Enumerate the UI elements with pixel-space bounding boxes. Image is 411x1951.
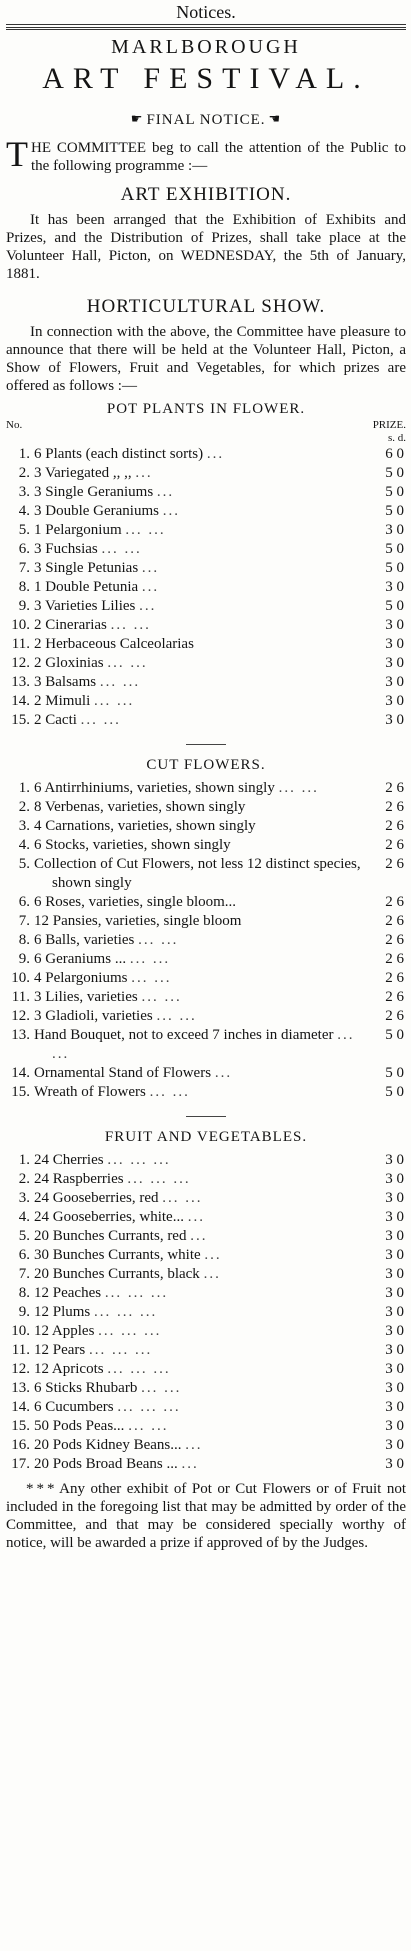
leader-dots: ... ... (138, 932, 179, 948)
item-text: 20 Pods Broad Beans ... (34, 1456, 178, 1472)
item-description (34, 1379, 372, 1398)
leader-dots: ... (203, 1266, 221, 1282)
leader-dots: ... ... (141, 989, 182, 1005)
item-text: Wreath of Flowers (34, 1084, 146, 1100)
item-number: 14. (11, 693, 30, 709)
pointing-hand-left-icon: ☛ (130, 111, 144, 126)
item-description (34, 1189, 372, 1208)
leader-dots: ... (156, 484, 175, 500)
item-prize: 3 0 (385, 1266, 404, 1282)
item-text: 20 Bunches Currants, black (34, 1266, 200, 1282)
item-description (34, 483, 372, 502)
item-prize: 5 0 (385, 1065, 404, 1081)
item-text: 12 Pears (34, 1342, 86, 1358)
item-number: 9. (18, 598, 30, 614)
item-description (34, 1341, 372, 1360)
item-text: 12 Peaches (34, 1285, 102, 1301)
item-description (34, 1360, 372, 1379)
item-text: 6 Antirrhiniums, varieties, shown singly (34, 780, 275, 796)
leader-dots: ... ... ... (89, 1342, 153, 1358)
prize-column-labels (373, 419, 406, 445)
item-description (34, 950, 372, 969)
item-number: 13. (11, 674, 30, 690)
item-prize: 3 0 (385, 1418, 404, 1434)
item-text: 6 Roses, varieties, single bloom... (34, 894, 237, 910)
item-text: 8 Verbenas, varieties, shown singly (34, 799, 246, 815)
item-prize: 6 0 (385, 446, 404, 462)
item-prize: 5 0 (385, 598, 404, 614)
item-description (34, 855, 372, 893)
item-number: 9. (18, 1304, 30, 1320)
item-description (34, 1398, 372, 1417)
item-text: 6 Stocks, varieties, shown singly (34, 837, 231, 853)
leader-dots: ... ... (52, 1027, 355, 1062)
item-number: 8. (18, 932, 30, 948)
item-number: 10. (11, 1323, 30, 1339)
item-number: 11. (11, 636, 30, 652)
item-description (34, 893, 372, 912)
item-prize: 3 0 (385, 1152, 404, 1168)
item-number: 4. (18, 1209, 30, 1225)
item-number: 3. (18, 818, 30, 834)
item-text: 3 Gladioli, varieties (34, 1008, 153, 1024)
item-prize: 3 0 (385, 1361, 404, 1377)
festival-location: MARLBOROUGH (111, 36, 301, 58)
item-text: 24 Raspberries (34, 1171, 124, 1187)
item-number: 3. (18, 484, 30, 500)
cut-flowers-list (6, 779, 406, 1102)
item-number: 15. (11, 1418, 30, 1434)
item-number: 10. (11, 617, 30, 633)
item-description (34, 1455, 372, 1474)
pointing-hand-right-icon: ☚ (268, 111, 282, 126)
item-prize: 3 0 (385, 1380, 404, 1396)
leader-dots: ... ... (107, 655, 148, 671)
item-description (34, 1208, 372, 1227)
item-number: 3. (18, 1190, 30, 1206)
pot-plants-list (6, 445, 406, 730)
item-number: 9. (18, 951, 30, 967)
item-description (34, 1417, 372, 1436)
item-prize: 2 6 (385, 932, 404, 948)
double-rule (6, 27, 406, 30)
item-text: 3 Variegated ,, ,, (34, 465, 132, 481)
leader-dots: ... (141, 579, 160, 595)
closing-paragraph (6, 1480, 406, 1552)
item-number: 15. (11, 712, 30, 728)
item-text: 24 Gooseberries, red (34, 1190, 159, 1206)
item-prize: 2 6 (385, 989, 404, 1005)
leader-dots: ... ... ... (107, 1152, 171, 1168)
item-number: 5. (18, 1228, 30, 1244)
leader-dots: ... (214, 1065, 233, 1081)
leader-dots: ... (181, 1456, 199, 1472)
item-number: 6. (18, 1247, 30, 1263)
leader-dots: ... ... (149, 1084, 190, 1100)
item-number: 13. (11, 1027, 30, 1043)
item-description (34, 798, 372, 817)
item-description (34, 578, 372, 597)
item-prize: 5 0 (385, 541, 404, 557)
item-text: 3 Fuchsias (34, 541, 98, 557)
leader-dots: ... ... ... (104, 1285, 169, 1301)
item-text: 24 Gooseberries, white... (34, 1209, 184, 1225)
item-number: 12. (11, 1008, 30, 1024)
final-notice-text: FINAL NOTICE. (146, 112, 266, 128)
item-description (34, 692, 372, 711)
item-description (34, 836, 372, 855)
item-text: 6 Sticks Rhubarb (34, 1380, 138, 1396)
leader-dots: ... ... (141, 1380, 182, 1396)
item-text: 3 Varieties Lilies (34, 598, 136, 614)
leader-dots: ... (139, 598, 157, 614)
item-text: 3 Single Petunias (34, 560, 139, 576)
item-prize: 3 0 (385, 636, 404, 652)
leader-dots: ... (206, 446, 225, 462)
item-text: 6 Cucumbers (34, 1399, 114, 1415)
item-number: 6. (18, 894, 30, 910)
item-number: 10. (11, 970, 30, 986)
item-prize: 2 6 (385, 818, 404, 834)
item-text: 1 Pelargonium (34, 522, 122, 538)
item-number: 7. (18, 1266, 30, 1282)
item-prize: 2 6 (385, 837, 404, 853)
item-prize: 5 0 (385, 465, 404, 481)
item-text: 12 Apples (34, 1323, 95, 1339)
item-description (34, 711, 372, 730)
item-description (34, 445, 372, 464)
item-text: 20 Bunches Currants, red (34, 1228, 187, 1244)
asterism-mark: * * * (26, 1481, 55, 1497)
item-prize: 3 0 (385, 579, 404, 595)
leader-dots: ... ... (278, 780, 319, 796)
leader-dots: ... ... (99, 674, 141, 690)
item-text: 6 Balls, varieties (34, 932, 135, 948)
section-divider (186, 744, 226, 745)
item-description (34, 1436, 372, 1455)
item-number: 12. (11, 1361, 30, 1377)
item-prize: 2 6 (385, 856, 404, 872)
item-text: 12 Pansies, varieties, single bloom (34, 913, 242, 929)
leader-dots: ... ... ... (98, 1323, 162, 1339)
item-prize: 3 0 (385, 674, 404, 690)
leader-dots: ... (141, 560, 160, 576)
item-text: 3 Single Geraniums (34, 484, 154, 500)
item-description (34, 1170, 372, 1189)
intro-text: HE COMMITTEE beg to call the attention of the Public to the following programme :— (31, 140, 406, 174)
item-text: Hand Bouquet, not to exceed 7 inches in diameter (34, 1027, 334, 1043)
item-description (34, 912, 372, 931)
intro-paragraph (6, 134, 406, 175)
item-text: 1 Double Petunia (34, 579, 139, 595)
item-prize: 3 0 (385, 1342, 404, 1358)
item-prize: 2 6 (385, 1008, 404, 1024)
prize-column-header (6, 419, 406, 445)
cut-flowers-heading: CUT FLOWERS. (146, 757, 266, 773)
item-description (34, 931, 372, 950)
item-text: 30 Bunches Currants, white (34, 1247, 201, 1263)
item-text: 2 Cacti (34, 712, 77, 728)
leader-dots: ... ... ... (127, 1171, 191, 1187)
leader-dots: ... (187, 1209, 205, 1225)
leader-dots: ... (190, 1228, 208, 1244)
item-number: 1. (18, 1152, 30, 1168)
item-text: 24 Cherries (34, 1152, 104, 1168)
column-number-label: No. (6, 419, 23, 431)
item-description (34, 616, 372, 635)
item-prize: 3 0 (385, 1190, 404, 1206)
item-text: 12 Apricots (34, 1361, 104, 1377)
item-prize: 3 0 (385, 1399, 404, 1415)
item-prize: 3 0 (385, 1437, 404, 1453)
item-number: 5. (18, 856, 30, 872)
leader-dots: ... ... ... (94, 1304, 158, 1320)
item-description (34, 540, 372, 559)
item-prize: 5 0 (385, 484, 404, 500)
item-number: 8. (18, 579, 30, 595)
item-number: 14. (11, 1399, 30, 1415)
item-text: 2 Gloxinias (34, 655, 104, 671)
leader-dots: ... ... (156, 1008, 197, 1024)
item-prize: 3 0 (385, 712, 404, 728)
leader-dots: ... ... (125, 522, 166, 538)
fruit-veg-list (6, 1151, 406, 1474)
item-text: 6 Plants (each distinct sorts) (34, 446, 204, 462)
item-number: 11. (11, 989, 30, 1005)
item-number: 12. (11, 655, 30, 671)
item-number: 1. (18, 780, 30, 796)
pot-plants-heading: POT PLANTS IN FLOWER. (106, 401, 306, 417)
item-description (34, 654, 372, 673)
item-number: 1. (18, 446, 30, 462)
top-rule (6, 24, 406, 25)
festival-title: ART FESTIVAL. (42, 62, 370, 95)
item-number: 14. (11, 1065, 30, 1081)
item-prize: 2 6 (385, 780, 404, 796)
item-prize: 3 0 (385, 617, 404, 633)
item-description (34, 969, 372, 988)
horticultural-paragraph: In connection with the above, the Committee have pleasure to announce that there will be held at the Volunteer Hall, Picton, a Show of Flowers, Fruit and Vegetables, for which prizes are offered as follows :— (6, 324, 406, 394)
item-description (34, 559, 372, 578)
leader-dots: ... (135, 465, 153, 481)
item-prize: 5 0 (385, 1084, 404, 1100)
item-text: Ornamental Stand of Flowers (34, 1065, 212, 1081)
item-prize: 5 0 (385, 1027, 404, 1043)
item-description (34, 817, 372, 836)
item-number: 17. (11, 1456, 30, 1472)
item-description (34, 1303, 372, 1322)
leader-dots: ... (185, 1437, 203, 1453)
item-number: 5. (18, 522, 30, 538)
item-prize: 3 0 (385, 655, 404, 671)
leader-dots: ... ... (80, 712, 121, 728)
leader-dots: ... ... ... (107, 1361, 171, 1377)
item-text: Collection of Cut Flowers, not less 12 distinct species, shown singly (34, 856, 361, 891)
item-prize: 3 0 (385, 1304, 404, 1320)
item-description (34, 1151, 372, 1170)
leader-dots: ... ... (110, 617, 151, 633)
item-number: 15. (11, 1084, 30, 1100)
item-prize: 3 0 (385, 1323, 404, 1339)
item-number: 4. (18, 503, 30, 519)
item-prize: 2 6 (385, 913, 404, 929)
item-description (34, 1007, 372, 1026)
column-prize-label: PRIZE. (372, 419, 406, 431)
leader-dots: ... ... (94, 693, 135, 709)
leader-dots: ... ... (128, 1418, 169, 1434)
leader-dots: ... ... ... (117, 1399, 181, 1415)
item-description (34, 502, 372, 521)
item-description (34, 597, 372, 616)
item-text: 2 Cinerarias (34, 617, 107, 633)
art-heading: ART EXHIBITION. (120, 184, 292, 205)
item-description (34, 673, 372, 692)
section-divider (186, 1116, 226, 1117)
item-text: 2 Herbaceous Calceolarias (34, 636, 194, 652)
item-text: 3 Double Geraniums (34, 503, 159, 519)
item-description (34, 1284, 372, 1303)
item-description (34, 1026, 372, 1064)
item-number: 7. (18, 913, 30, 929)
item-description (34, 464, 372, 483)
item-prize: 3 0 (385, 1171, 404, 1187)
item-prize: 3 0 (385, 693, 404, 709)
item-prize: 3 0 (385, 1228, 404, 1244)
item-text: 6 Geraniums ... (34, 951, 127, 967)
item-prize: 5 0 (385, 560, 404, 576)
item-number: 13. (11, 1380, 30, 1396)
item-text: 4 Carnations, varieties, shown singly (34, 818, 256, 834)
item-prize: 3 0 (385, 1285, 404, 1301)
item-description (34, 635, 372, 654)
fruit-veg-heading: FRUIT AND VEGETABLES. (104, 1129, 308, 1145)
item-text: 12 Plums (34, 1304, 91, 1320)
leader-dots: ... ... (129, 951, 171, 967)
item-number: 2. (18, 465, 30, 481)
item-number: 11. (11, 1342, 30, 1358)
item-description (34, 1246, 372, 1265)
item-description (34, 1227, 372, 1246)
item-number: 2. (18, 1171, 30, 1187)
item-number: 7. (18, 560, 30, 576)
item-text: 50 Pods Peas... (34, 1418, 125, 1434)
item-description (34, 521, 372, 540)
item-description (34, 1083, 372, 1102)
item-number: 8. (18, 1285, 30, 1301)
item-prize: 2 6 (385, 951, 404, 967)
item-prize: 3 0 (385, 522, 404, 538)
item-number: 16. (11, 1437, 30, 1453)
item-prize: 2 6 (385, 970, 404, 986)
leader-dots: ... (162, 503, 180, 519)
closing-text: Any other exhibit of Pot or Cut Flowers or of Fruit not included in the foregoing list that may be admitted by order of the Committee, and that may be considered specially worthy of notice, will be awarded a prize if approved of by the Judges. (6, 1481, 406, 1551)
item-prize: 3 0 (385, 1247, 404, 1263)
item-number: 6. (18, 541, 30, 557)
horticultural-heading: HORTICULTURAL SHOW. (86, 296, 326, 317)
item-description (34, 1265, 372, 1284)
art-paragraph: It has been arranged that the Exhibition of Exhibits and Prizes, and the Distribution of Prizes, shall take place at the Volunteer Hall, Picton, on WEDNESDAY, the 5th of January, 1881. (6, 212, 406, 282)
leader-dots: ... ... (162, 1190, 203, 1206)
item-text: 4 Pelargoniums (34, 970, 128, 986)
section-title: Notices. (176, 2, 236, 22)
final-notice (6, 108, 406, 131)
item-text: 2 Mimuli (34, 693, 91, 709)
item-prize: 2 6 (385, 894, 404, 910)
item-description (34, 1064, 372, 1083)
leader-dots: ... ... (131, 970, 172, 986)
item-text: 3 Balsams (34, 674, 97, 690)
item-text: 20 Pods Kidney Beans... (34, 1437, 182, 1453)
item-description (34, 988, 372, 1007)
item-description (34, 779, 372, 798)
item-prize: 2 6 (385, 799, 404, 815)
item-prize: 3 0 (385, 1209, 404, 1225)
leader-dots: ... ... (101, 541, 142, 557)
item-number: 4. (18, 837, 30, 853)
item-prize: 5 0 (385, 503, 404, 519)
column-units-label: s. d. (387, 432, 406, 444)
drop-cap: T (6, 134, 28, 174)
item-description (34, 1322, 372, 1341)
item-prize: 3 0 (385, 1456, 404, 1472)
leader-dots: ... (204, 1247, 222, 1263)
item-text: 3 Lilies, varieties (34, 989, 138, 1005)
item-number: 2. (18, 799, 30, 815)
